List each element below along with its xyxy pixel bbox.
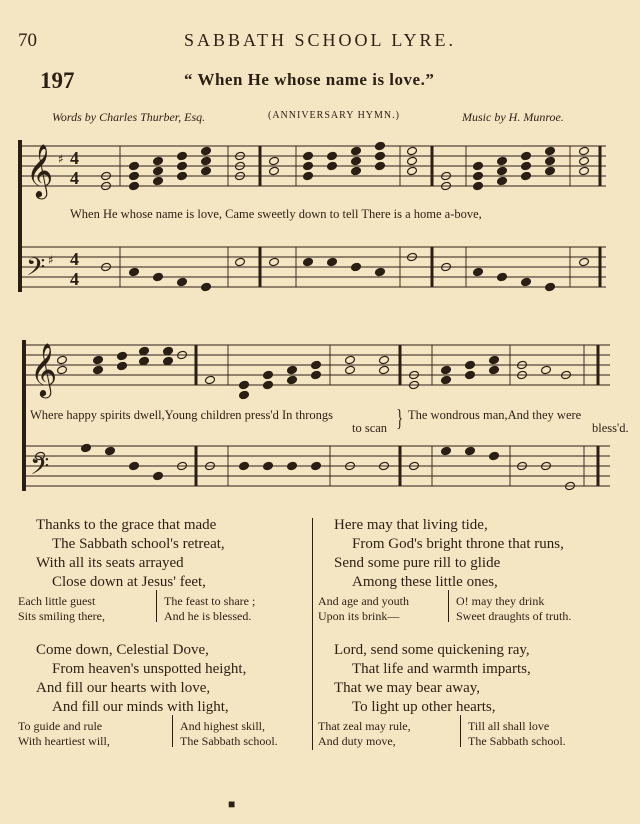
verse-2-split [448,590,449,622]
verse-4-split [460,715,461,747]
page-number: 70 [18,30,37,51]
lyric-line-1: When He whose name is love, Came sweetly down to tell There is a home a-bove, [70,207,482,221]
verse-4-line-4: To light up other hearts, [352,699,496,715]
lyric-brace-icon: } [396,406,404,432]
verse-3-split [172,715,173,747]
treble-clef-icon: 𝄞 [26,143,54,197]
verse-1-line-1: Thanks to the grace that made [36,517,217,533]
sharp-icon: ♯ [48,253,54,267]
running-head: SABBATH SCHOOL LYRE. [183,30,457,50]
time-signature-top: 4 [70,148,79,168]
verse-2-line-2: From God's bright throne that runs, [352,536,564,552]
verse-3-line-6b: The Sabbath school. [180,734,278,748]
verse-3-line-6a: With heartiest will, [18,734,110,748]
footer-mark: ■ [228,797,236,811]
verse-2-line-5b: O! may they drink [456,594,545,608]
verse-1-line-5b: The feast to share ; [164,594,256,608]
verse-1-line-4: Close down at Jesus' feet, [52,574,206,590]
verse-2-line-6a: Upon its brink— [318,609,400,623]
music-credit: Music by H. Munroe. [462,110,564,124]
verse-1-line-6b: And he is blessed. [164,609,252,623]
verse-3-line-5b: And highest skill, [180,719,266,733]
verse-1-line-3: With all its seats arrayed [36,555,184,571]
hymn-title: “ When He whose name is love.” [184,70,435,89]
verse-4-line-5b: Till all shall love [468,719,550,733]
verse-3-line-2: From heaven's unspotted height, [52,661,247,677]
verse-1-line-2: The Sabbath school's retreat, [52,536,225,552]
verse-4-line-6b: The Sabbath school. [468,734,566,748]
verse-2-line-6b: Sweet draughts of truth. [456,609,572,623]
hymn-number: 197 [40,68,75,93]
verse-1-line-5a: Each little guest [18,594,96,608]
verse-2-line-1: Here may that living tide, [334,517,488,533]
lyric-line-2d: bless'd. [592,421,629,435]
verse-3-line-5a: To guide and rule [18,719,103,733]
bass-clef-icon: 𝄢 [26,253,46,288]
sharp-icon: ♯ [58,152,64,166]
verse-4-line-3: That we may bear away, [334,680,481,696]
hymn-type: (ANNIVERSARY HYMN.) [268,110,400,121]
treble-clef-icon: 𝄞 [30,342,58,396]
words-credit: Words by Charles Thurber, Esq. [52,110,206,124]
time-signature-top: 4 [70,249,79,269]
verse-4-line-5a: That zeal may rule, [318,719,411,733]
column-divider [312,518,313,750]
verse-3-line-1: Come down, Celestial Dove, [36,642,209,658]
verse-4-line-1: Lord, send some quickening ray, [334,642,530,658]
verse-3-line-4: And fill our minds with light, [52,699,229,715]
verse-2-line-5a: And age and youth [318,594,409,608]
bass-clef-icon: 𝄢 [30,452,50,487]
verse-1-line-6a: Sits smiling there, [18,609,105,623]
lyric-line-2: Where happy spirits dwell,Young children press'd In throngs [30,408,334,422]
verse-2-line-3: Send some pure rill to glide [334,555,501,571]
lyric-line-2c: The wondrous man,And they were [408,408,582,422]
verse-4-line-2: That life and warmth imparts, [352,661,531,677]
time-signature-bottom: 4 [70,269,79,289]
verse-2-line-4: Among these little ones, [352,574,498,590]
verse-4-line-6a: And duty move, [318,734,396,748]
verse-1-split [156,590,157,622]
time-signature-bottom: 4 [70,168,79,188]
verse-3-line-3: And fill our hearts with love, [36,680,211,696]
lyric-line-2b: to scan [352,421,388,435]
